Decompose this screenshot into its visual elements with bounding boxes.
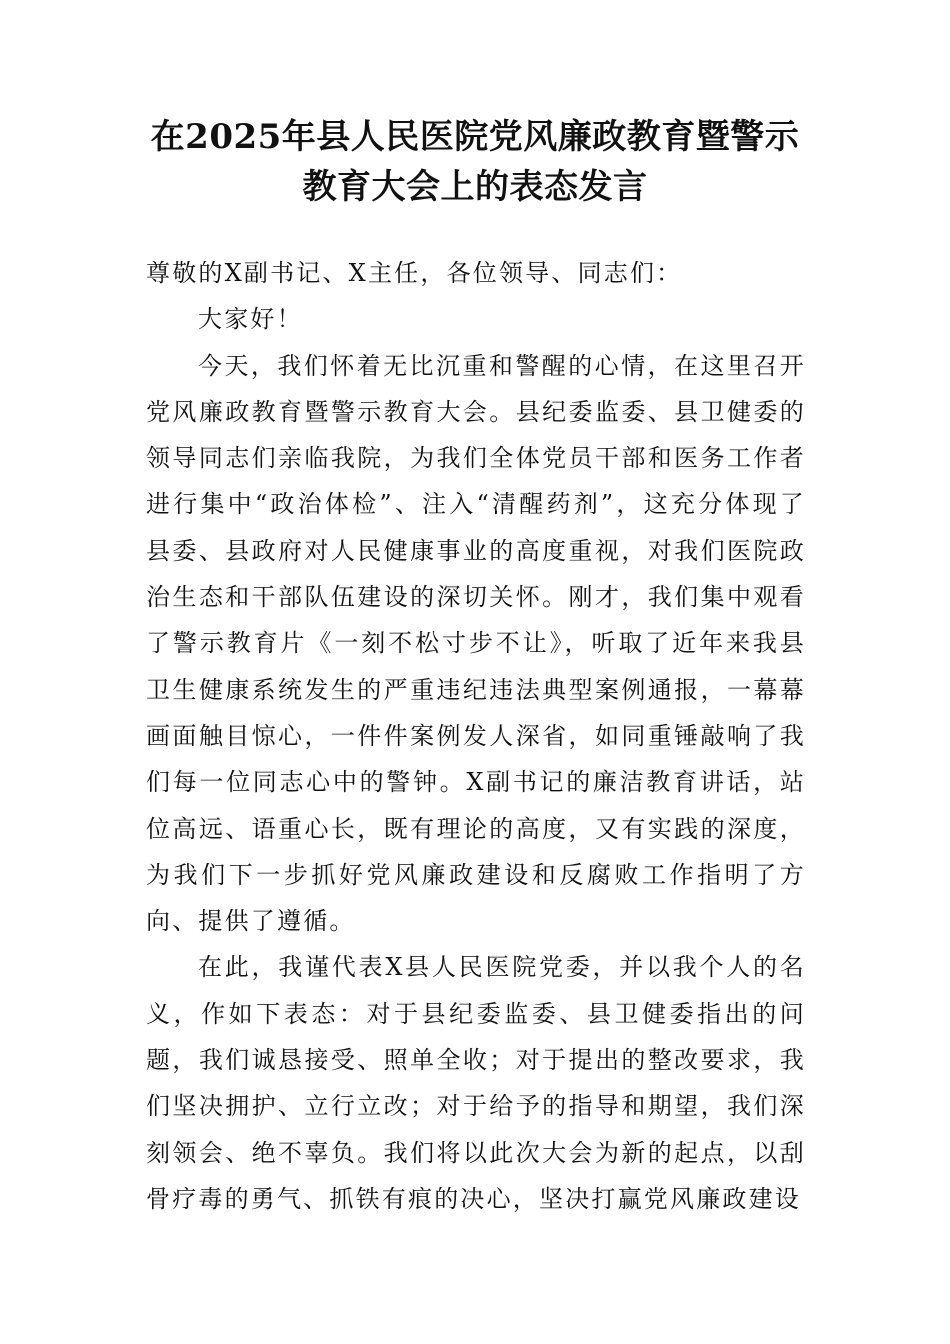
greeting: 大家好！ xyxy=(198,305,303,334)
salutation: 尊敬的X副书记、X主任，各位领导、同志们： xyxy=(146,259,683,287)
paragraph-1: 今天，我们怀着无比沉重和警醒的心情，在这里召开党风廉政教育暨警示教育大会。县纪委监委、县卫健委的领导同志们亲临我院，为我们全体党员干部和医务工作者进行集中“政治体检”、注入“清醒药剂”，这充分体现了县委、县政府对人民健康事业的高度重视，对我们医院政治生态和干部队伍建设的深切关怀。刚才，我们集中观看了警示教育片《一刻不松寸步不让》，听取了近年来我县卫生健康系统发生的严重违纪违法典型案例通报，一幕幕画面触目惊心，一件件案例发人深省，如同重锤敲响了我们每一位同志心中的警钟。X副书记的廉洁教育讲话，站位高远、语重心长，既有理论的高度，又有实践的深度，为我们下一步抓好党风廉政建设和反腐败工作指明了方向、提供了遵循。 xyxy=(146,351,806,936)
title-line-1: 在2025年县人民医院党风廉政教育暨警示 xyxy=(150,117,800,157)
paragraph-2: 在此，我谨代表X县人民医院党委，并以我个人的名义，作如下表态：对于县纪委监委、县卫健委指出的问题，我们诚恳接受、照单全收；对于提出的整改要求，我们坚决拥护、立行立改；对于给予的指导和期望，我们深刻领会、绝不辜负。我们将以此次大会为新的起点，以刮骨疗毒的勇气、抓铁有痕的决心，坚决打赢党风廉政建设 xyxy=(146,953,806,1213)
document-body xyxy=(146,250,806,1222)
title-line-2: 教育大会上的表态发言 xyxy=(302,167,648,207)
document-title xyxy=(120,112,830,212)
